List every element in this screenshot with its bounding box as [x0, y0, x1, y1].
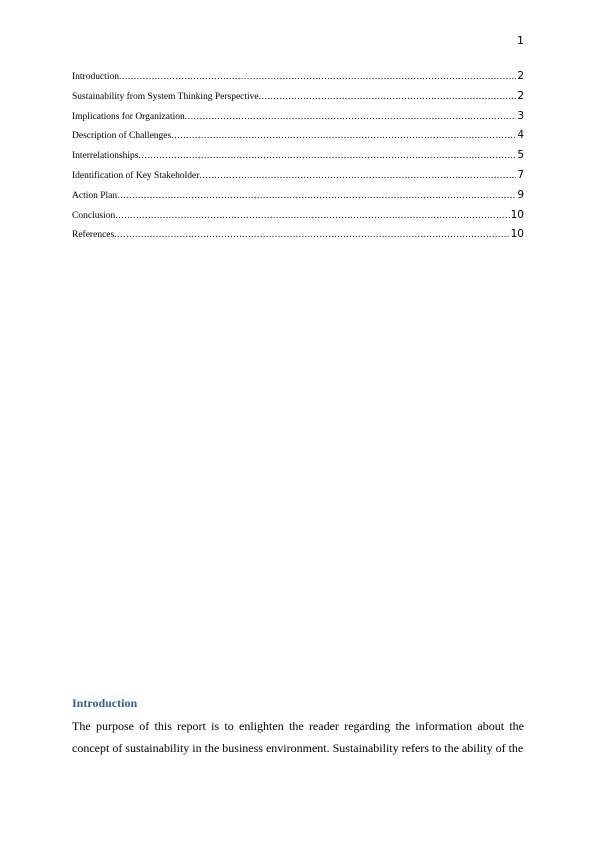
toc-entry-page: 3: [517, 109, 524, 122]
toc-entry-stakeholder[interactable]: [72, 169, 524, 189]
toc-entry-title: Identification of Key Stakeholder: [72, 170, 200, 181]
page-number: 1: [517, 34, 524, 47]
toc-entry-conclusion[interactable]: [72, 209, 524, 229]
toc-entry-introduction[interactable]: [72, 70, 524, 90]
toc-entry-title: Conclusion: [72, 210, 116, 221]
toc-entry-title: Interrelationships: [72, 151, 139, 162]
toc-entry-interrelationships[interactable]: [72, 149, 524, 169]
toc-dot-leader: [114, 230, 509, 240]
toc-entry-title: Action Plan: [72, 190, 118, 201]
toc-entry-page: 2: [517, 89, 524, 102]
toc-entry-page: 5: [517, 149, 524, 162]
toc-entry-page: 10: [510, 208, 524, 221]
toc-entry-challenges[interactable]: [72, 129, 524, 149]
toc-entry-title: Introduction: [72, 72, 119, 82]
toc-dot-leader: [171, 131, 516, 141]
toc-entry-page: 7: [517, 168, 524, 181]
toc-entry-action-plan[interactable]: [72, 189, 524, 209]
toc-entry-page: 4: [517, 129, 524, 142]
toc-entry-title: References: [72, 230, 115, 241]
introduction-paragraph: The purpose of this report is to enlighten the reader regarding the information about the concept of sustainability in the business environment. Sustainability refers to the ability of the: [72, 719, 524, 755]
toc-entry-title: Description of Challenges: [72, 131, 172, 142]
toc-entry-page: 10: [510, 228, 524, 241]
toc-dot-leader: [199, 171, 516, 181]
toc-dot-leader: [117, 191, 516, 201]
toc-dot-leader: [119, 72, 516, 82]
toc-entry-title: Sustainability from System Thinking Perspective: [72, 91, 259, 102]
toc-dot-leader: [138, 151, 516, 161]
toc-dot-leader: [259, 92, 517, 102]
introduction-heading: Introduction: [72, 696, 138, 710]
table-of-contents: [72, 70, 524, 248]
toc-entry-title: Implications for Organization: [72, 111, 185, 122]
toc-entry-sustainability[interactable]: [72, 90, 524, 110]
toc-entry-page: 9: [517, 188, 524, 201]
toc-entry-implications[interactable]: [72, 110, 524, 130]
toc-dot-leader: [115, 211, 509, 221]
toc-dot-leader: [185, 112, 517, 122]
toc-entry-page: 2: [517, 70, 524, 82]
toc-entry-references[interactable]: [72, 228, 524, 248]
